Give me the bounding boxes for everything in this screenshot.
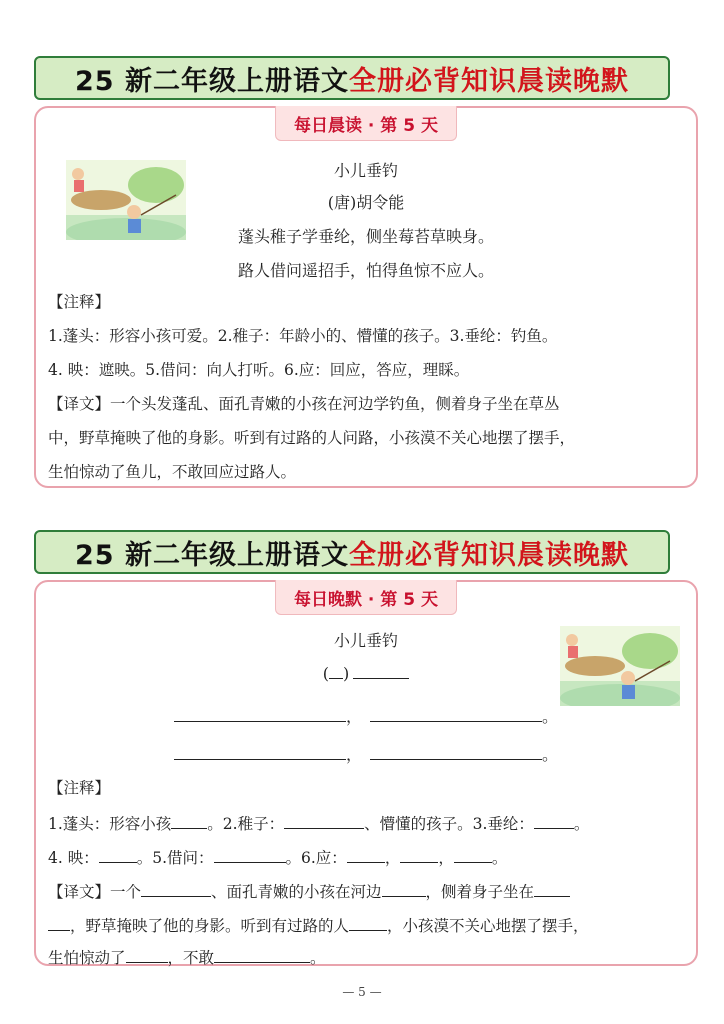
header-banner-top [34,56,670,100]
translation-line-2: 中，野草掩映了他的身影。听到有过路的人问路，小孩漠不关心地摆了摆手， [48,429,576,447]
poem-line-1: 蓬头稚子学垂纶，侧坐莓苔草映身。 [237,227,494,246]
note-line-2: 4. 映：遮映。5.借问：向人打听。6.应：回应，答应，理睬。 [48,361,470,379]
morning-day-tag: 每日晨读 · 第 5 天 [275,106,457,141]
banner-title-part1: 25 新二年级上册语文 [75,539,349,571]
translation-blank-line-3[interactable]: 生怕惊动了 ，不敢 。 [48,946,686,968]
translation-line-3: 生怕惊动了鱼儿，不敢回应过路人。 [48,463,297,481]
note-line-1: 1.蓬头：形容小孩可爱。2.稚子：年龄小的、懵懂的孩子。3.垂纶：钓鱼。 [48,327,558,345]
header-banner-bottom [34,530,670,574]
poem-line-2-blank[interactable]: ， 。 [36,742,696,765]
translation-blank-line-1[interactable]: 【译文】一个 、面孔青嫩的小孩在河边 ，侧着身子坐在 [48,880,686,902]
notes-heading: 【注释】 [48,293,111,311]
poem-author: (唐)胡令能 [327,193,405,212]
author-blank[interactable]: ( ) [36,662,696,683]
banner-title-part2: 全册必背知识晨读晚默 [348,539,629,571]
translation-line-1: 【译文】一个头发蓬乱、面孔青嫩的小孩在河边学钓鱼，侧着身子坐在草丛 [48,395,560,413]
note-blank-line-1[interactable]: 1.蓬头：形容小孩 。2.稚子： 、懵懂的孩子。3.垂纶： 。 [48,812,686,834]
banner-title-part2: 全册必背知识晨读晚默 [348,65,629,97]
poem-line-2: 路人借问遥招手，怕得鱼惊不应人。 [237,261,494,280]
note-blank-line-2[interactable]: 4. 映： 。5.借问： 。6.应： ， ， 。 [48,846,686,868]
banner-title-part1: 25 新二年级上册语文 [75,65,349,97]
poem-title: 小儿垂钓 [333,161,398,180]
poem-line-1-blank[interactable]: ， 。 [36,704,696,727]
poem-title: 小儿垂钓 [333,631,398,650]
evening-recital-card [34,580,698,966]
page-number: — 5 — [342,985,382,999]
morning-reading-card [34,106,698,488]
notes-heading: 【注释】 [48,779,111,797]
evening-day-tag: 每日晚默 · 第 5 天 [275,580,457,615]
translation-blank-line-2[interactable]: ，野草掩映了他的身影。听到有过路的人 ，小孩漠不关心地摆了摆手， [48,914,686,936]
